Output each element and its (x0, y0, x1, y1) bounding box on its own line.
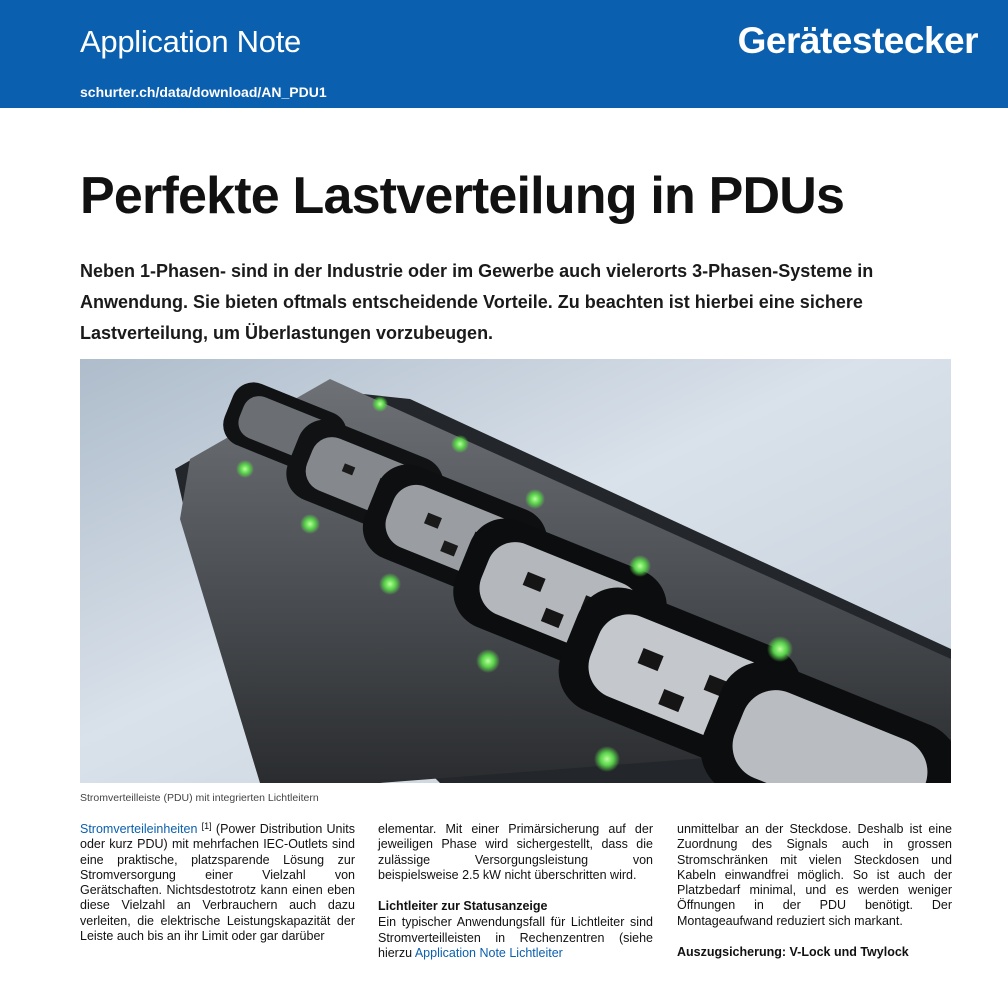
reference-marker: [1] (201, 821, 212, 831)
lead-paragraph: Neben 1-Phasen- sind in der Industrie oder im Gewerbe auch vielerorts 3-Phasen-Systeme in Anwendung. Sie bieten oftmals entscheidende Vorteile. Zu beachten ist hierbei eine sichere Lastverteilung, um Überlastungen vorzubeugen. (80, 261, 874, 343)
link-stromverteileinheiten[interactable]: Stromverteileinheiten (80, 822, 198, 836)
link-application-note-lichtleiter[interactable]: Application Note Lichtleiter (414, 946, 563, 961)
download-url[interactable]: schurter.ch/data/download/AN_PDU1 (80, 84, 327, 100)
section-heading: Auszugsicherung: V-Lock und Twylock (677, 945, 909, 960)
body-paragraph: elementar. Mit einer Primärsicherung auf der jeweiligen Phase wird sichergestellt, dass die zulässige Versorgungsleistung von beispielsweise 2.5 kW nicht überschritten wird. (378, 822, 653, 882)
body-text: (Power Distribution Units oder kurz PDU) mit mehrfachen IEC-Outlets sind eine praktische, platzsparende Lösung zur Stromversorgung einer Vielzahl von Gerätschaften. Nichtsdestotrotz kann einen eben diese Vielzahl an Verbrauchern auch dazu verleiten, die elektrische Leistungskapazität der Leiste auch bis an ihr Limit oder gar darüber (80, 822, 355, 944)
document-type-label: Application Note (80, 24, 301, 59)
header-bar (0, 0, 1008, 108)
photo-caption: Stromverteilleiste (PDU) mit integrierten Lichtleitern (80, 792, 319, 804)
text-column-1 (80, 822, 355, 944)
body-paragraph (378, 915, 653, 961)
body-text: Ein typischer Anwendungsfall für Lichtleiter sind Stromverteilleisten in Rechenzentren (siehe hierzu (378, 915, 653, 961)
text-column-3 (677, 822, 952, 961)
section-heading: Lichtleiter zur Statusanzeige (378, 899, 548, 914)
page-title: Perfekte Lastverteilung in PDUs (80, 167, 845, 225)
body-paragraph: unmittelbar an der Steckdose. Deshalb ist eine Zuordnung des Signals auch in grossen Stromschränken mit vielen Steckdosen und Kabeln einwandfrei möglich. So ist auch der Platzbedarf minimal, und es werden weniger Öffnungen in der PDU benötigt. Der Montageaufwand reduziert sich markant. (677, 822, 952, 928)
product-category-label: Gerätestecker (737, 20, 978, 61)
text-column-2 (378, 822, 653, 961)
pdu-outlets-photo (80, 359, 951, 783)
body-paragraph (80, 822, 355, 944)
